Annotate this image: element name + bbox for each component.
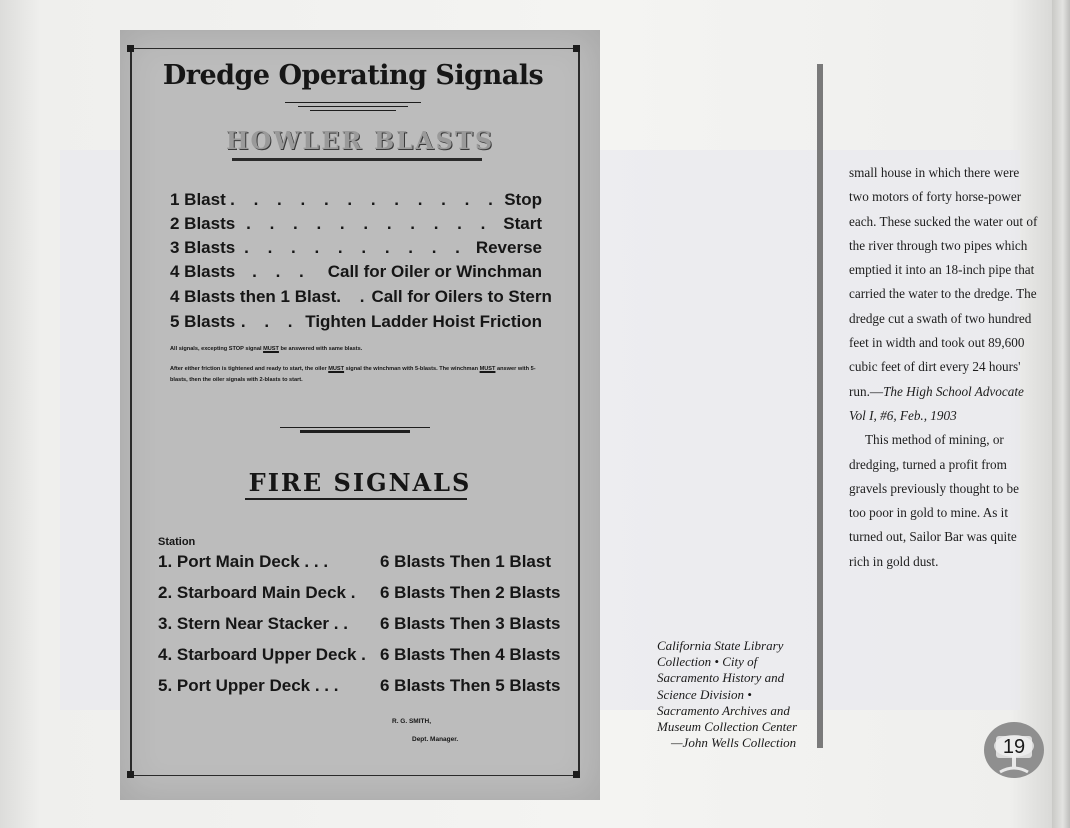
blast-count: 3 Blasts bbox=[170, 238, 236, 257]
blast-meaning: Stop bbox=[504, 190, 542, 209]
blast-meaning: Start bbox=[503, 214, 542, 233]
poster-title: Dredge Operating Signals bbox=[162, 60, 544, 91]
vertical-rule bbox=[817, 64, 823, 748]
frame-corner bbox=[573, 45, 580, 52]
leader-dots: . . . . . . . . . . . . bbox=[230, 190, 500, 209]
blast-signal-row bbox=[170, 214, 542, 234]
station-label: Station bbox=[158, 536, 196, 548]
book-spine bbox=[1052, 0, 1070, 828]
blast-count: 4 Blasts bbox=[170, 262, 236, 281]
must-emphasis: MUST bbox=[263, 346, 279, 352]
fire-signal-row bbox=[158, 614, 562, 634]
fire-signal-row bbox=[158, 676, 562, 696]
frame-corner bbox=[573, 771, 580, 778]
blast-signal-row bbox=[170, 262, 542, 282]
paragraph-text: small house in which there were two motors of forty horse-power each. These sucked the water out of the river through two pipes which emptied it into an 18-inch pipe that carried the water to the dredge. The dredge cut a swath of two hundred feet in width and took out 89,600 cubic feet of dirt every 24 hours' run.— bbox=[849, 165, 1038, 399]
body-text-column bbox=[849, 161, 1039, 574]
note-text: After either friction is tightened and ready to start, the oiler bbox=[170, 366, 329, 372]
must-emphasis: MUST bbox=[479, 366, 496, 372]
leader-dots: . . . . . . . . . . . bbox=[246, 214, 493, 233]
fire-signal: 6 Blasts Then 4 Blasts bbox=[380, 645, 561, 664]
blast-count: 1 Blast bbox=[170, 190, 226, 209]
signal-note bbox=[170, 364, 550, 386]
howler-blasts-heading: HOWLER BLASTS bbox=[225, 126, 495, 155]
blast-count: 4 Blasts then 1 Blast bbox=[170, 287, 337, 306]
blast-meaning: Reverse bbox=[475, 238, 542, 257]
blast-meaning: Call for Oilers to Stern bbox=[371, 287, 552, 306]
photo-caption bbox=[657, 638, 817, 751]
blast-signal-row bbox=[170, 287, 552, 307]
signer-title: Dept. Manager. bbox=[412, 736, 459, 743]
blast-signal-row bbox=[170, 238, 542, 258]
note-text: All signals, excepting STOP signal bbox=[170, 346, 264, 352]
leader-dots: . . . bbox=[240, 312, 300, 331]
fire-signal: 6 Blasts Then 1 Blast bbox=[380, 552, 552, 571]
citation: The High School Advocate Vol I, #6, Feb., 1903 bbox=[849, 383, 1024, 423]
frame-corner bbox=[127, 45, 134, 52]
leader-dots: . . . bbox=[252, 262, 311, 281]
section-divider bbox=[300, 430, 410, 433]
station-location: 1. Port Main Deck . . . bbox=[158, 552, 329, 571]
leader-dots: . . . . . . . . . . bbox=[244, 238, 467, 257]
body-paragraph: This method of mining, or dredging, turned a profit from gravels previously thought to be too poor in gold to mine. As it turned out, Sailor Bar was quite rich in gold dust. bbox=[849, 432, 1019, 569]
blast-meaning: Call for Oiler or Winchman bbox=[327, 262, 542, 281]
leader-dots: . . bbox=[336, 287, 372, 306]
note-text: answer with 5-blasts, then the oiler signals with 2-blasts to start. bbox=[170, 366, 536, 383]
station-location: 4. Starboard Upper Deck . bbox=[158, 645, 366, 664]
blast-count: 5 Blasts bbox=[170, 312, 236, 331]
station-location: 3. Stern Near Stacker . . bbox=[158, 614, 348, 633]
station-location: 5. Port Upper Deck . . . bbox=[158, 676, 339, 695]
section-divider bbox=[280, 427, 430, 428]
station-location: 2. Starboard Main Deck . bbox=[158, 583, 356, 602]
page-number: 19 bbox=[996, 736, 1032, 758]
body-paragraph bbox=[849, 161, 1039, 428]
must-emphasis: MUST bbox=[328, 366, 345, 372]
blast-signal-row bbox=[170, 312, 542, 332]
fire-signal: 6 Blasts Then 3 Blasts bbox=[380, 614, 561, 633]
title-rule bbox=[285, 102, 421, 103]
note-text: signal the winchman with 5-blasts. The winchman bbox=[344, 366, 480, 372]
dredge-signals-poster bbox=[120, 30, 600, 800]
blast-count: 2 Blasts bbox=[170, 214, 236, 233]
title-rule bbox=[298, 106, 408, 107]
fire-signal-row bbox=[158, 552, 562, 572]
fire-signal: 6 Blasts Then 2 Blasts bbox=[380, 583, 561, 602]
fire-signal-row bbox=[158, 583, 562, 603]
title-rule bbox=[310, 110, 396, 111]
caption-credit: —John Wells Collection bbox=[671, 735, 797, 751]
frame-corner bbox=[127, 771, 134, 778]
caption-text: California State Library Collection • City of Sacramento History and Science Division • Sacramento Archives and Museum Collection Center bbox=[657, 638, 798, 735]
heading-underline bbox=[232, 158, 482, 161]
signal-note bbox=[170, 344, 550, 355]
fire-signal-row bbox=[158, 645, 562, 665]
note-text: be answered with same blasts. bbox=[278, 346, 363, 352]
heading-underline bbox=[245, 498, 467, 500]
fire-signal: 6 Blasts Then 5 Blasts bbox=[380, 676, 561, 695]
signer-name: R. G. SMITH, bbox=[392, 718, 431, 725]
blast-meaning: Tighten Ladder Hoist Friction bbox=[305, 312, 542, 331]
fire-signals-heading: FIRE SIGNALS bbox=[248, 468, 472, 497]
blast-signal-row bbox=[170, 190, 542, 210]
